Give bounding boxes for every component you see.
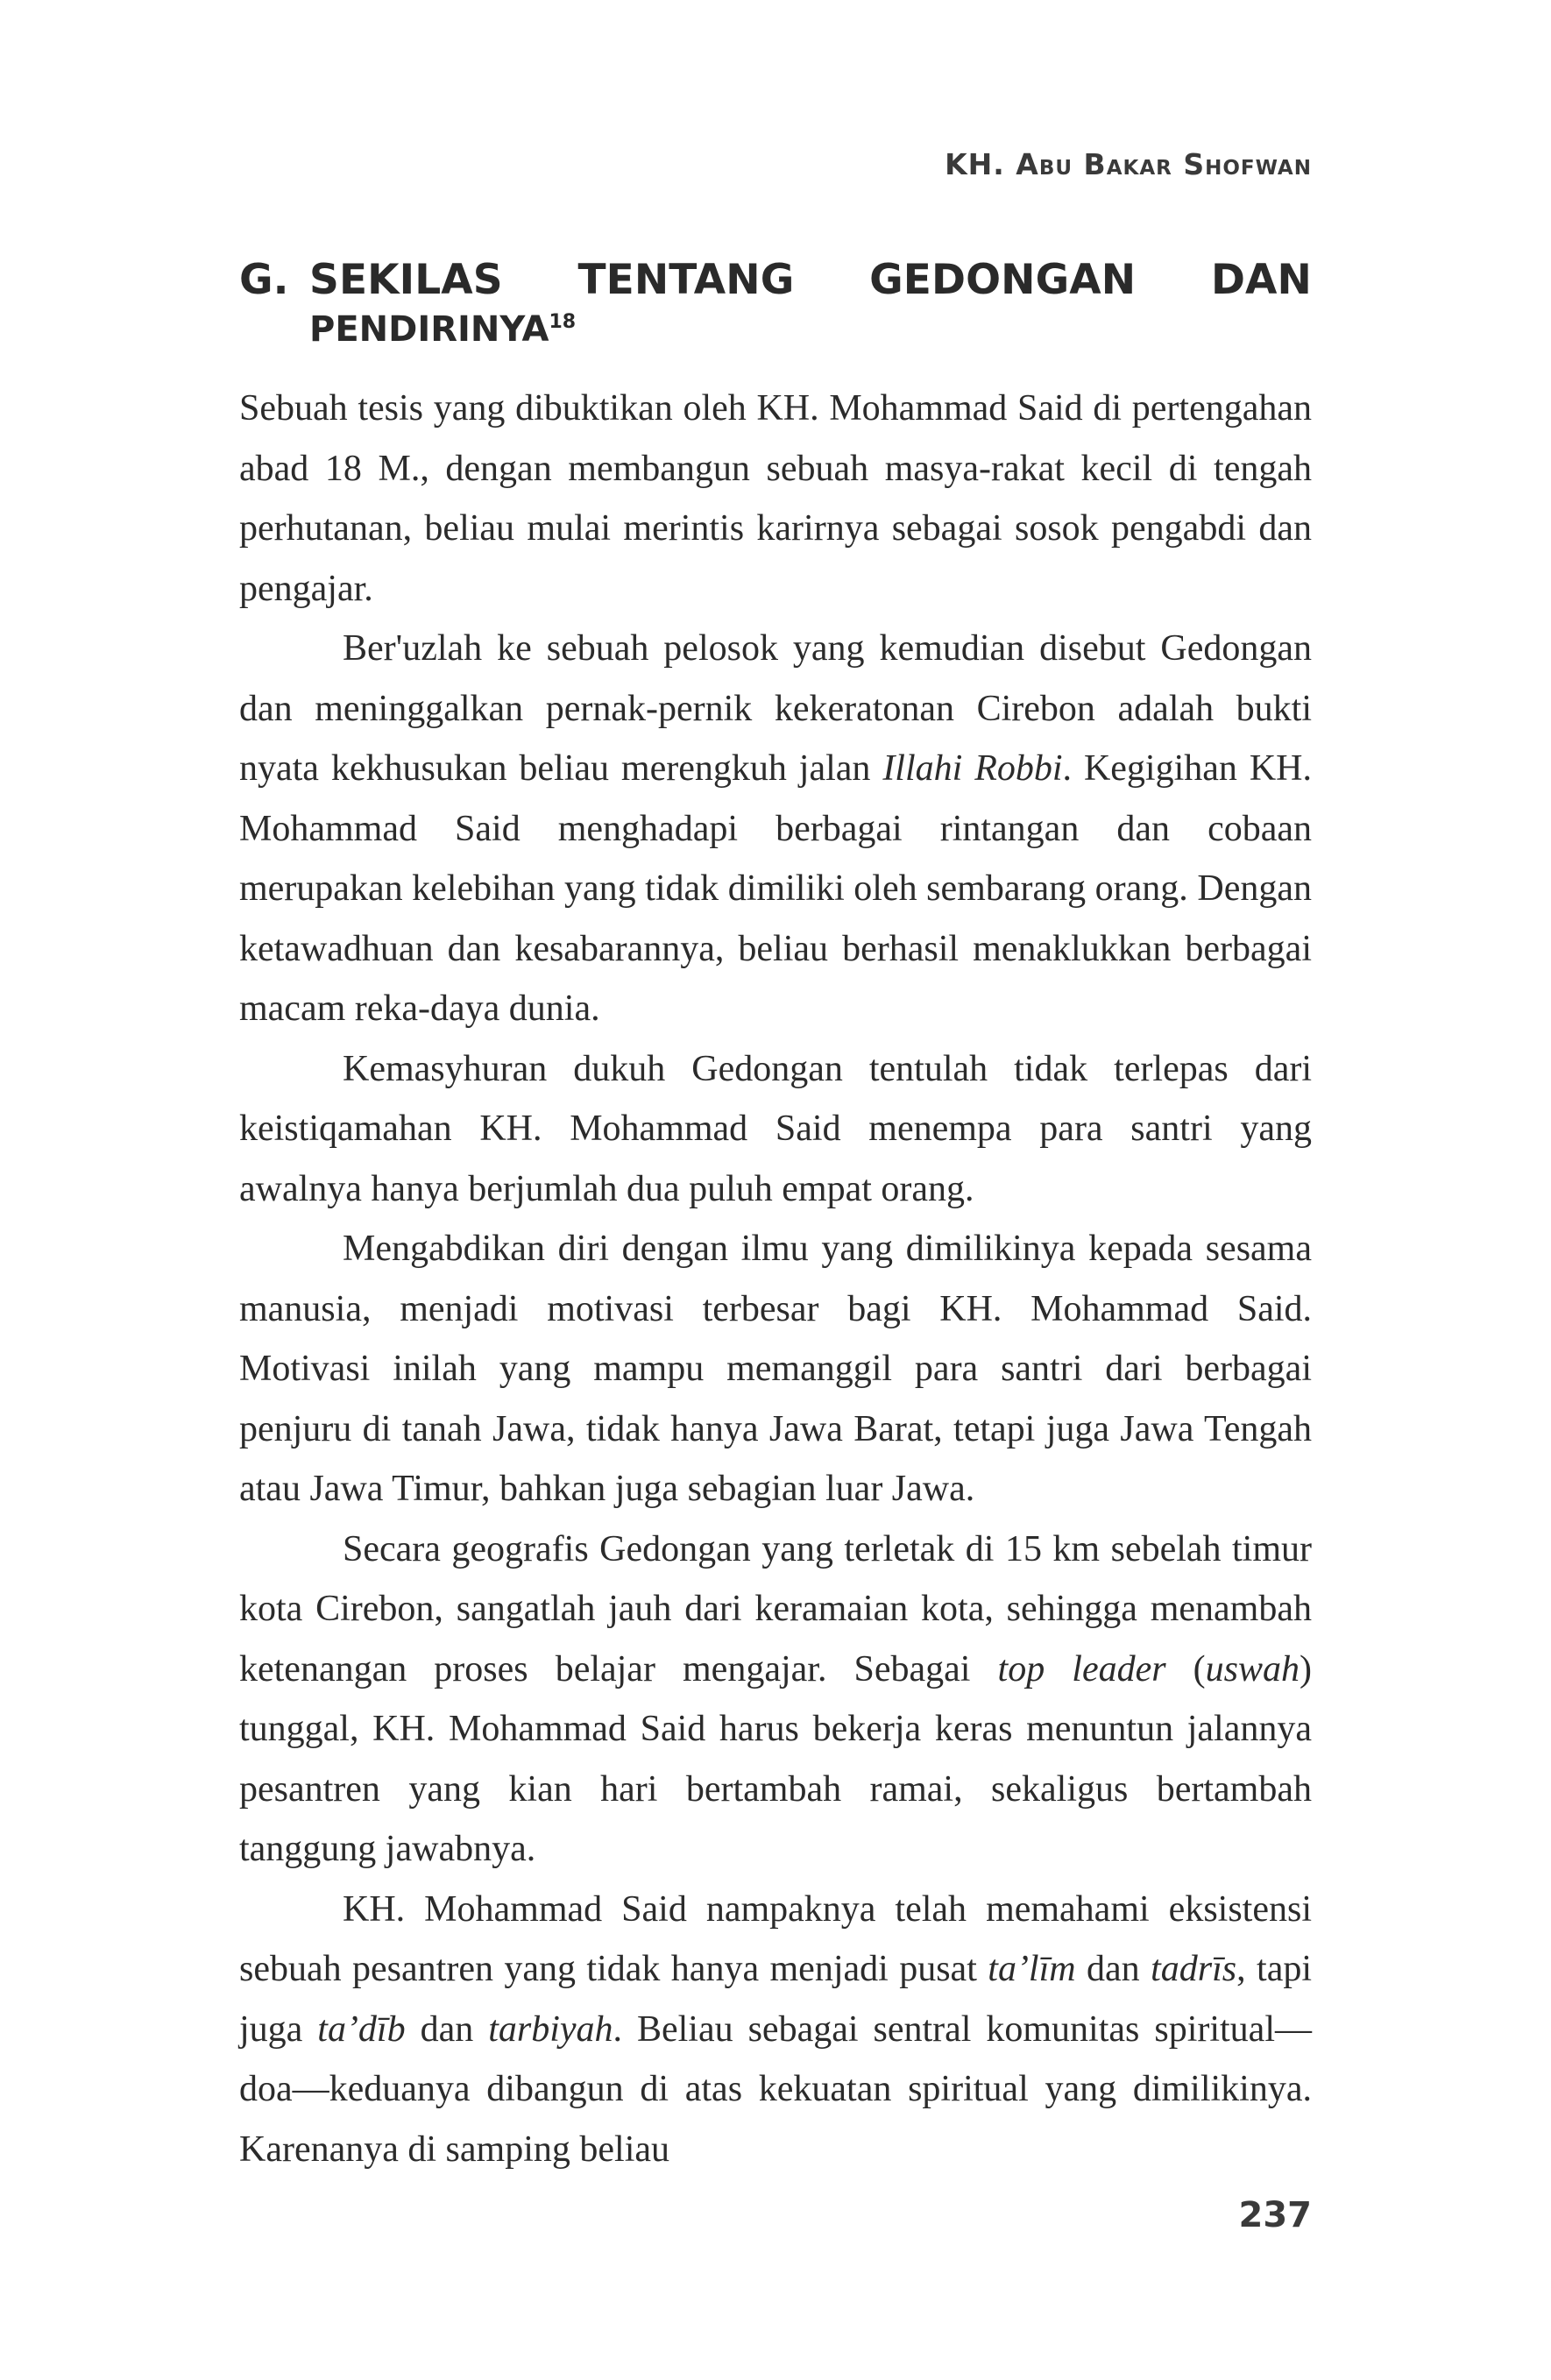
paragraph-text: Kemasyhuran dukuh Gedongan tentulah tidak terlepas dari keistiqamahan KH. Mohammad Said menempa para santri yang awalnya hanya berjumlah dua puluh empat orang.	[239, 1048, 1312, 1209]
section-title-word: GEDONGAN	[869, 256, 1137, 304]
paragraph-text: . Beliau sebagai sentral komunitas spiritual—doa—keduanya dibangun di atas kekuatan spiritual yang dimilikinya. Karenanya di samping beliau	[239, 2008, 1312, 2170]
paragraph-text: dan	[1075, 1949, 1151, 1989]
paragraph-text: (	[1165, 1648, 1206, 1689]
section-number: G.	[239, 256, 289, 304]
section-title-words	[309, 254, 1312, 307]
italic-term: top leader	[997, 1648, 1166, 1689]
italic-term: tadrīs	[1151, 1949, 1237, 1989]
paragraph-text: KH. Mohammad Said nampaknya telah memahami eksistensi sebuah pesantren yang tidak hanya menjadi pusat	[239, 1888, 1312, 1989]
italic-term: ta’dīb	[317, 2008, 406, 2050]
paragraph-text: Mengabdikan diri dengan ilmu yang dimilikinya kepada sesama manusia, menjadi motivasi terbesar bagi KH. Mohammad Said. Motivasi inilah yang mampu memanggil para santri dari berbagai penjuru di tanah Jawa, tidak hanya Jawa Barat, tetapi juga Jawa Tengah atau Jawa Timur, bahkan juga sebagian luar Jawa.	[239, 1229, 1312, 1509]
paragraph-text: . Kegigihan KH. Mohammad Said menghadapi berbagai rintangan dan cobaan merupakan kelebihan yang tidak dimiliki oleh sembarang orang. Dengan ketawadhuan dan kesabarannya, beliau berhasil menaklukkan berbagai macam reka-daya dunia.	[239, 748, 1312, 1029]
paragraph-text: , tapi juga	[239, 1949, 1312, 2050]
section-title-continuation: PENDIRINYA	[309, 309, 549, 350]
paragraph-text: Sebuah tesis yang dibuktikan oleh KH. Mohammad Said di pertengahan abad 18 M., dengan membangun sebuah masya-rakat kecil di tengah perhutanan, beliau mulai merintis karirnya sebagai sosok pengabdi dan pengajar.	[239, 388, 1312, 609]
paragraph-3	[239, 1039, 1312, 1220]
italic-term: ta’līm	[988, 1949, 1076, 1989]
italic-term: tarbiyah	[488, 2008, 613, 2050]
paragraph-5	[239, 1519, 1312, 1880]
paragraph-4	[239, 1219, 1312, 1519]
paragraph-1	[239, 379, 1312, 619]
paragraph-text: Ber'uzlah ke sebuah pelosok yang kemudian disebut Gedongan dan meninggalkan pernak-pernik kekeratonan Cirebon adalah bukti nyata kekhusukan beliau merengkuh jalan	[239, 628, 1312, 789]
paragraph-6	[239, 1880, 1312, 2180]
section-heading	[239, 254, 1312, 352]
section-title-word: SEKILAS	[309, 256, 503, 304]
paragraph-text: Secara geografis Gedongan yang terletak di 15 km sebelah timur kota Cirebon, sangatlah jauh dari keramaian kota, sehingga menambah ketenangan proses belajar mengajar. Sebagai	[239, 1528, 1312, 1689]
section-heading-line-2	[239, 307, 1312, 352]
section-heading-line-1	[239, 254, 1312, 307]
page-number: 237	[1238, 2195, 1312, 2235]
section-title-word: TENTANG	[577, 256, 795, 304]
section-title-word: DAN	[1210, 256, 1312, 304]
body-text	[239, 379, 1312, 2179]
footnote-reference[interactable]: 18	[549, 311, 577, 333]
paragraph-2	[239, 619, 1312, 1039]
paragraph-text: ) tunggal, KH. Mohammad Said harus bekerja keras menuntun jalannya pesantren yang kian hari bertambah ramai, sekaligus bertambah tanggung jawabnya.	[239, 1648, 1313, 1869]
paragraph-text: dan	[405, 2008, 489, 2050]
running-header: KH. Abu Bakar Shofwan	[945, 147, 1312, 181]
italic-term: Illahi Robbi	[882, 748, 1063, 789]
italic-term: uswah	[1205, 1648, 1300, 1689]
